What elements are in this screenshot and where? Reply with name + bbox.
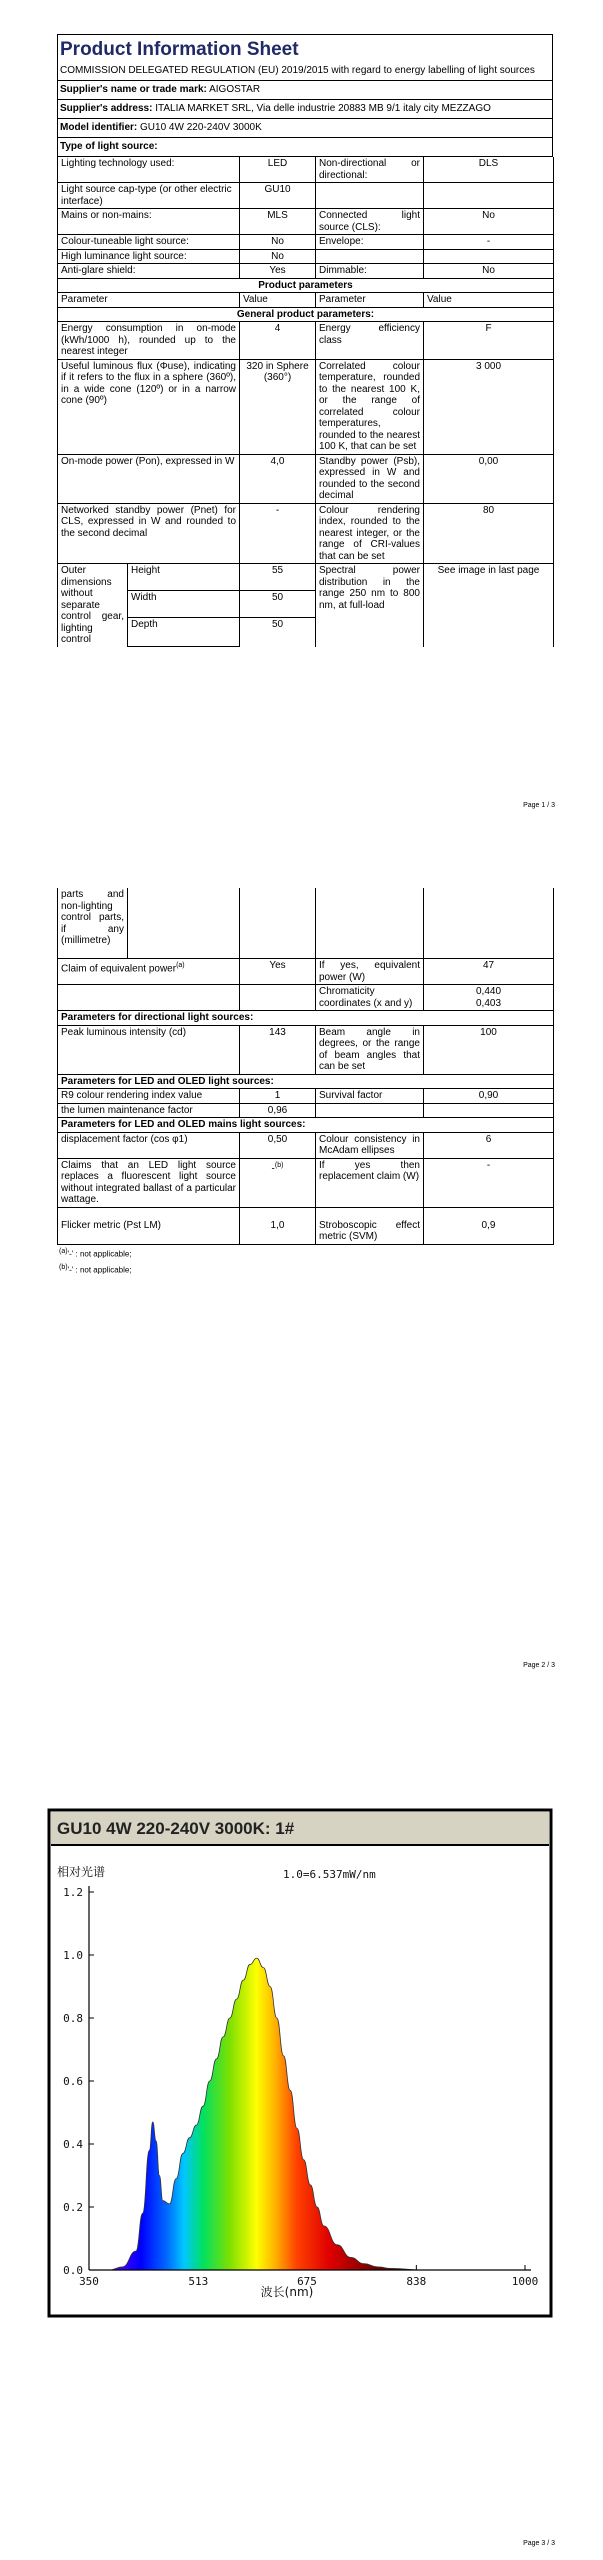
x-tick-label: 513 [188, 2275, 209, 2288]
table-row: Claim of equivalent power$^{(a)}$ Yes If yes, equivalent power (W) 47 [58, 959, 554, 985]
model-label: Model identifier: [60, 122, 138, 133]
table-row: General product parameters: [58, 307, 554, 322]
table-row: Chromaticity coordinates (x and y) 0,440 0,403 [58, 985, 554, 1011]
y-tick-label: 1.0 [63, 1949, 83, 1962]
table-row: Flicker metric (Pst LM) 1,0 Stroboscopic effect metric (SVM) 0,9 [58, 1207, 554, 1244]
table-row: the lumen maintenance factor 0,96 [58, 1103, 554, 1118]
table-row: Parameters for directional light sources: [58, 1011, 554, 1026]
product-sheet [57, 34, 553, 647]
y-tick-label: 0.0 [63, 2264, 83, 2277]
table-row: Mains or non-mains: MLS Connected light source (CLS): No [58, 209, 554, 235]
model-value: GU10 4W 220-240V 3000K [140, 122, 262, 133]
footnote-b: $^{(b)}$'-' : not applicable; [59, 1264, 132, 1275]
chart-annotation: 1.0=6.537mW/nm [283, 1868, 376, 1881]
y-tick-label: 1.2 [63, 1886, 83, 1899]
table-row: Energy consumption in on-mode (kWh/1000 h), rounded up to the nearest integer 4 Energy efficiency class F [58, 322, 554, 360]
outer-dimensions-table [57, 563, 554, 647]
table-row: Product parameters [58, 278, 554, 293]
spectrum-chart-svg [47, 1808, 553, 2318]
x-axis-label: 波长(nm) [260, 2285, 314, 2299]
table-row: parts and non-lighting control parts, if any (millimetre) [58, 888, 554, 959]
y-tick-label: 0.4 [63, 2138, 83, 2151]
x-tick-label: 1000 [511, 2275, 539, 2288]
model-line [57, 119, 553, 138]
supplier-line [57, 81, 553, 100]
page-1 [0, 0, 603, 820]
footnote-a: $^{(a)}$'-' : not applicable; [59, 1247, 132, 1259]
table-row: On-mode power (Pon), expressed in W 4,0 Standby power (Psb), expressed in W and rounded to the second decimal 0,00 [58, 454, 554, 503]
table-row: Parameters for LED and OLED mains light sources: [58, 1118, 554, 1133]
page-number: Page 2 / 3 [523, 1662, 555, 1669]
table-row: Colour-tuneable light source: No Envelope: - [58, 235, 554, 250]
chart-title: GU10 4W 220-240V 3000K: 1# [57, 1819, 295, 1838]
type-header: Type of light source: [57, 138, 553, 157]
product-sheet-continued [57, 888, 553, 1278]
params-table-2 [57, 958, 554, 1245]
table-row: Light source cap-type (or other electric interface) GU10 [58, 183, 554, 209]
page-3 [0, 1752, 603, 2560]
address-line [57, 100, 553, 119]
table-row: R9 colour rendering index value 1 Survival factor 0,90 [58, 1089, 554, 1104]
table-row: Outer dimensions without separate control gear, lighting control Height 55 Spectral power distribution in the range 250 nm to 800 nm, at full-load See image in last page [58, 564, 554, 591]
table-row: Depth 50 [58, 618, 554, 647]
spectrum-chart [47, 1808, 553, 2318]
regulation-text: COMMISSION DELEGATED REGULATION (EU) 2019/2015 with regard to energy labelling of light sources [57, 63, 553, 81]
y-tick-label: 0.6 [63, 2075, 83, 2088]
x-tick-label: 675 [297, 2275, 317, 2288]
page-number: Page 1 / 3 [523, 802, 555, 809]
table-row: Useful luminous flux (Φuse), indicating if it refers to the flux in a sphere (360º), in a wide cone (120º) or in a narrow cone (90º) 320 in Sphere (360°) Correlated colour temperature, rounded to the nearest 100 K, or the range of correlated colour temperatures, rounded to the nearest 100 K, that can be set 3 000 [58, 359, 554, 454]
table-row: Parameters for LED and OLED light sources: [58, 1074, 554, 1089]
page-2 [0, 888, 603, 1688]
table-row: High luminance light source: No [58, 249, 554, 264]
table-row: displacement factor (cos φ1) 0,50 Colour consistency in McAdam ellipses 6 [58, 1132, 554, 1158]
x-tick-label: 838 [406, 2275, 427, 2288]
y-axis-label: 相对光谱 [57, 1865, 106, 1879]
y-tick-label: 0.2 [63, 2201, 83, 2214]
page-title: Product Information Sheet [57, 34, 553, 63]
page-number: Page 3 / 3 [523, 2540, 555, 2547]
address-value: ITALIA MARKET SRL, Via delle industrie 20883 MB 9/1 italy city MEZZAGO [155, 103, 491, 114]
table-row: Peak luminous intensity (cd) 143 Beam angle in degrees, or the range of beam angles that can be set 100 [58, 1025, 554, 1074]
table-row: Parameter Value Parameter Value [58, 293, 554, 308]
type-table [57, 157, 554, 564]
table-row: Networked standby power (Pnet) for CLS, expressed in W and rounded to the second decimal - Colour rendering index, rounded to the nearest integer, or the range of CRI-values that can be set 80 [58, 503, 554, 564]
supplier-label: Supplier's name or trade mark: [60, 84, 207, 95]
table-row: Anti-glare shield: Yes Dimmable: No [58, 264, 554, 279]
y-tick-label: 0.8 [63, 2012, 83, 2025]
table-row: Claims that an LED light source replaces a fluorescent light source without integrated ballast of a particular wattage. -$^{(b)}$ If yes then replacement claim (W) - [58, 1158, 554, 1207]
x-tick-label: 350 [79, 2275, 99, 2288]
address-label: Supplier's address: [60, 103, 153, 114]
table-row: Lighting technology used: LED Non-directional or directional: DLS [58, 157, 554, 183]
supplier-value: AIGOSTAR [209, 84, 261, 95]
table-row: Width 50 [58, 591, 554, 618]
params-table-continued [57, 888, 554, 959]
